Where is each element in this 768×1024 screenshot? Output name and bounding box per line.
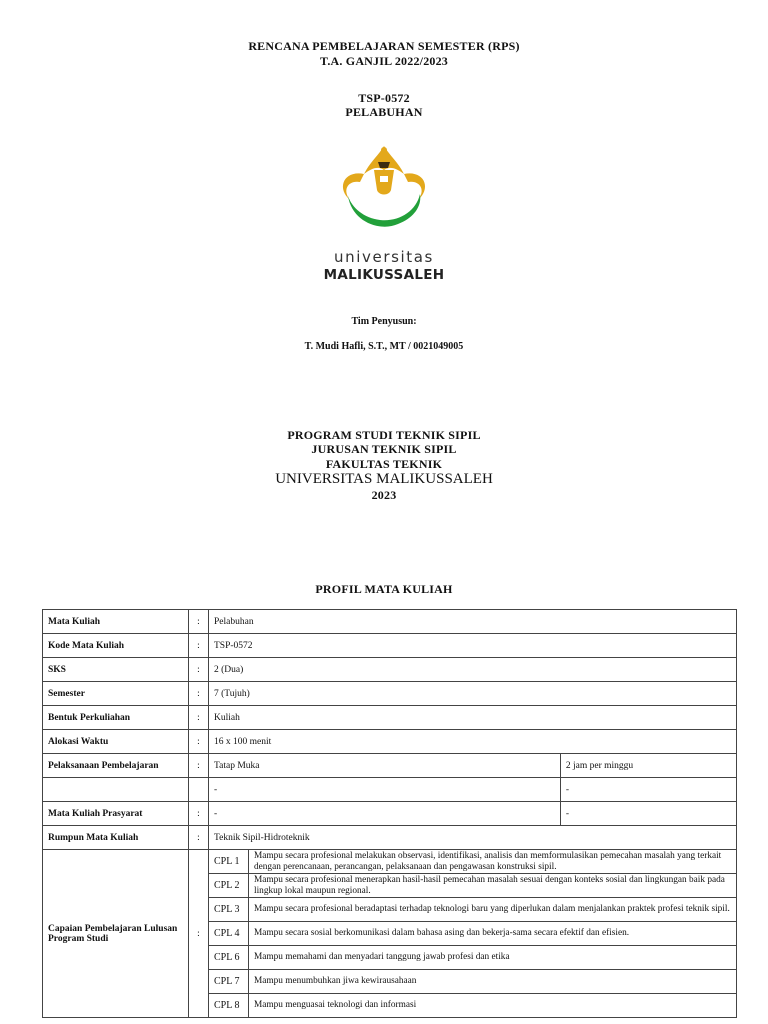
row-label: Mata Kuliah Prasyarat	[43, 802, 189, 826]
cpl-code: CPL 4	[209, 922, 249, 946]
row-colon: :	[189, 634, 209, 658]
row-colon: :	[189, 826, 209, 850]
team-member: T. Mudi Hafli, S.T., MT / 0021049005	[304, 341, 464, 352]
row-label: Alokasi Waktu	[43, 730, 189, 754]
row-colon: :	[189, 754, 209, 778]
cpl-code: CPL 3	[209, 898, 249, 922]
department-name: JURUSAN TEKNIK SIPIL	[311, 442, 457, 456]
row-colon: :	[189, 682, 209, 706]
row-value-secondary: 2 jam per minggu	[560, 754, 736, 778]
row-value-secondary: -	[560, 802, 736, 826]
row-colon: :	[189, 658, 209, 682]
table-row	[43, 634, 737, 658]
row-value: -	[209, 778, 561, 802]
table-row	[43, 730, 737, 754]
table-row	[43, 682, 737, 706]
row-colon: :	[189, 802, 209, 826]
cpl-code: CPL 8	[209, 994, 249, 1018]
cpl-text: Mampu memahami dan menyadari tanggung jawab profesi dan etika	[249, 946, 737, 970]
row-label: Pelaksanaan Pembelajaran	[43, 754, 189, 778]
cpl-text: Mampu secara profesional beradaptasi terhadap teknologi baru yang diperlukan dalam menjalankan praktek profesi teknik sipil.	[249, 898, 737, 922]
course-profile-table	[42, 609, 737, 1018]
program-name: PROGRAM STUDI TEKNIK SIPIL	[287, 428, 481, 442]
course-code: TSP-0572	[358, 91, 410, 105]
cpl-text: Mampu secara profesional melakukan observasi, identifikasi, analisis dan memformulasikan pemecahan masalah yang terkait dengan perencanaan, perancangan, pelaksanaan dan pengawasan konstruksi sipil.	[249, 850, 737, 874]
cpl-code: CPL 6	[209, 946, 249, 970]
row-label: Bentuk Perkuliahan	[43, 706, 189, 730]
row-value-secondary: -	[560, 778, 736, 802]
row-label	[43, 778, 189, 802]
cpl-text: Mampu secara sosial berkomunikasi dalam bahasa asing dan bekerja-sama secara efektif dan efisien.	[249, 922, 737, 946]
table-row	[43, 706, 737, 730]
cpl-code: CPL 7	[209, 970, 249, 994]
row-value: 16 x 100 menit	[209, 730, 737, 754]
logo-university-name: MALIKUSSALEH	[323, 267, 445, 283]
row-colon: :	[189, 730, 209, 754]
row-colon: :	[189, 850, 209, 1018]
row-colon: :	[189, 706, 209, 730]
row-label: Rumpun Mata Kuliah	[43, 826, 189, 850]
cpl-code: CPL 1	[209, 850, 249, 874]
row-label: Kode Mata Kuliah	[43, 634, 189, 658]
document-year: 2023	[371, 488, 397, 502]
academic-year: T.A. GANJIL 2022/2023	[320, 54, 448, 68]
row-label: Semester	[43, 682, 189, 706]
university-logo	[334, 140, 434, 232]
row-value: Tatap Muka	[209, 754, 561, 778]
faculty-name: FAKULTAS TEKNIK	[325, 457, 443, 471]
table-row	[43, 610, 737, 634]
cpl-text: Mampu menguasai teknologi dan informasi	[249, 994, 737, 1018]
team-label: Tim Penyusun:	[351, 316, 417, 327]
row-value: TSP-0572	[209, 634, 737, 658]
table-row	[43, 754, 737, 778]
row-label: Mata Kuliah	[43, 610, 189, 634]
logo-word: universitas	[334, 248, 434, 266]
course-name: PELABUHAN	[345, 105, 423, 119]
table-row	[43, 802, 737, 826]
row-value: 2 (Dua)	[209, 658, 737, 682]
row-colon: :	[189, 610, 209, 634]
row-value: Kuliah	[209, 706, 737, 730]
cpl-text: Mampu menumbuhkan jiwa kewirausahaan	[249, 970, 737, 994]
table-row	[43, 658, 737, 682]
cpl-code: CPL 2	[209, 874, 249, 898]
table-row	[43, 850, 737, 874]
row-value: -	[209, 802, 561, 826]
row-colon	[189, 778, 209, 802]
row-value: Pelabuhan	[209, 610, 737, 634]
cpl-label: Capaian Pembelajaran Lulusan Program Studi	[43, 850, 189, 1018]
row-value: 7 (Tujuh)	[209, 682, 737, 706]
table-row	[43, 826, 737, 850]
table-row	[43, 778, 737, 802]
university-name: UNIVERSITAS MALIKUSSALEH	[275, 471, 493, 487]
document-title: RENCANA PEMBELAJARAN SEMESTER (RPS)	[248, 39, 520, 53]
profile-heading: PROFIL MATA KULIAH	[315, 582, 453, 596]
row-label: SKS	[43, 658, 189, 682]
cpl-text: Mampu secara profesional menerapkan hasil-hasil pemecahan masalah sesuai dengan konteks sosial dan lingkungan baik pada lingkup lokal maupun regional.	[249, 874, 737, 898]
row-value: Teknik Sipil-Hidroteknik	[209, 826, 737, 850]
